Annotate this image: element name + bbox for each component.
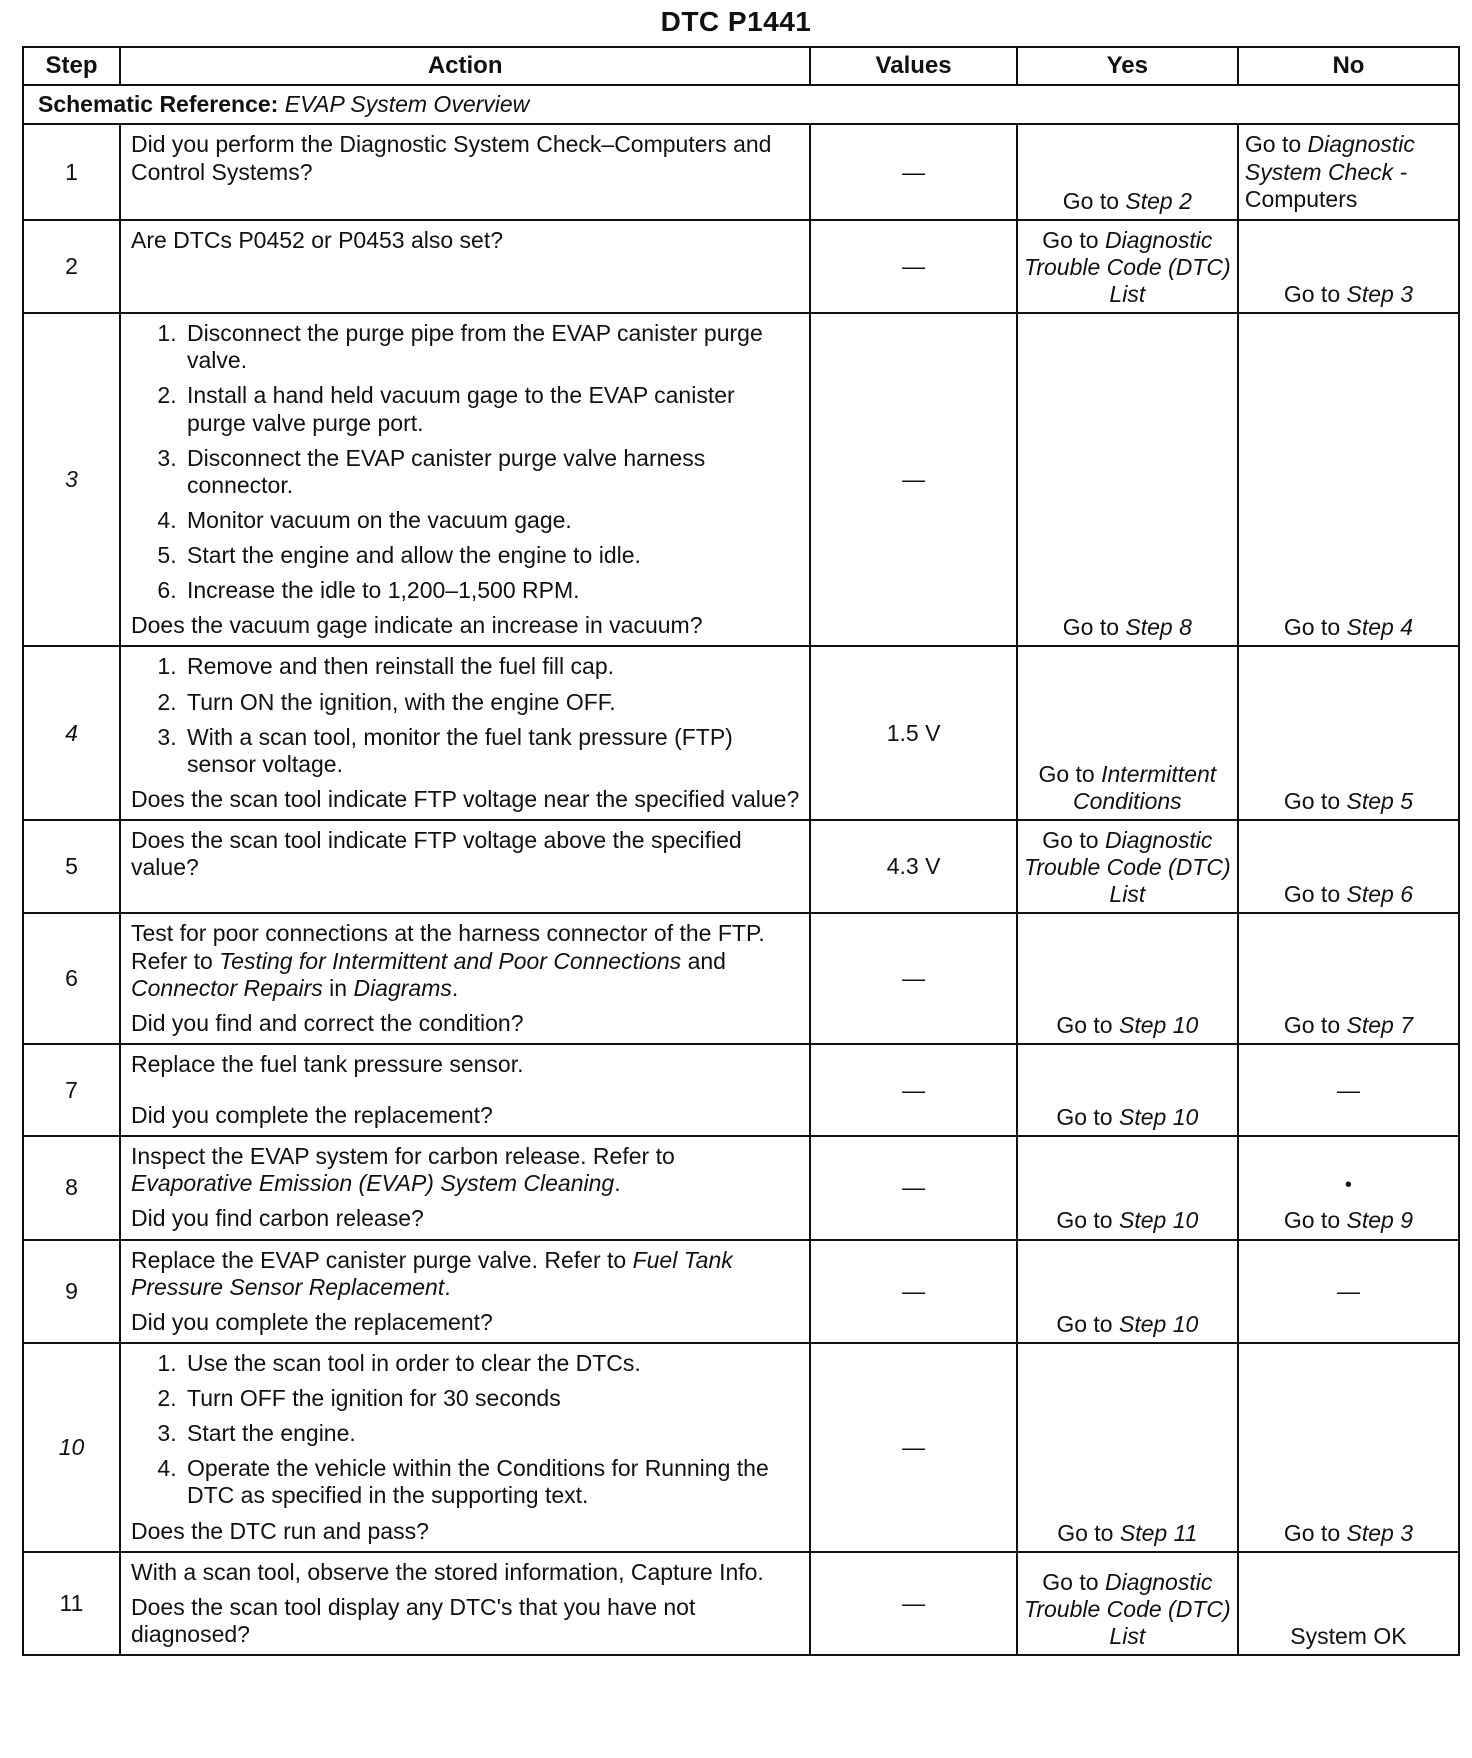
list-item: 6. Increase the idle to 1,200–1,500 RPM.: [183, 577, 799, 604]
action-text: Replace the fuel tank pressure sensor.: [131, 1050, 524, 1077]
table-row: [23, 124, 1459, 219]
values-cell: —: [810, 1240, 1016, 1343]
no-cell: —: [1238, 1240, 1459, 1343]
yes-cell: Go to Step 11: [1017, 1343, 1238, 1552]
action-text: Inspect the EVAP system for carbon release. Refer to Evaporative Emission (EVAP) System Cleaning.: [131, 1143, 675, 1197]
list-item: 1. Use the scan tool in order to clear the DTCs.: [183, 1350, 799, 1377]
step-number: 8: [23, 1136, 120, 1239]
schematic-link: EVAP System Overview: [284, 91, 530, 118]
action-cell: [120, 1136, 810, 1239]
action-question: Does the scan tool display any DTC's that you have not diagnosed?: [131, 1593, 696, 1647]
no-cell: • Go to Step 9: [1238, 1136, 1459, 1239]
diagnostic-table: [22, 46, 1460, 1656]
action-cell: Are DTCs P0452 or P0453 also set?: [120, 220, 810, 313]
no-cell: Go to Step 7: [1238, 913, 1459, 1044]
step-number: 4: [23, 646, 120, 820]
step-number: 9: [23, 1240, 120, 1343]
schematic-row: [23, 85, 1459, 124]
no-cell: Go to Step 4: [1238, 313, 1459, 646]
action-cell: [120, 913, 810, 1044]
action-cell: Does the scan tool indicate FTP voltage above the specified value?: [120, 820, 810, 913]
action-steps-list: [131, 653, 799, 778]
header-step: Step: [23, 47, 120, 85]
yes-cell: Go to Step 10: [1017, 1136, 1238, 1239]
yes-cell: Go to Diagnostic Trouble Code (DTC) List: [1017, 820, 1238, 913]
action-question: Did you find carbon release?: [131, 1205, 424, 1232]
no-cell: Go to Step 6: [1238, 820, 1459, 913]
header-no: No: [1238, 47, 1459, 85]
yes-cell: Go to Diagnostic Trouble Code (DTC) List: [1017, 1552, 1238, 1655]
yes-cell: Go to Step 8: [1017, 313, 1238, 646]
action-cell: [120, 1343, 810, 1552]
yes-cell: Go to Step 10: [1017, 1240, 1238, 1343]
list-item: 1. Remove and then reinstall the fuel fill cap.: [183, 653, 799, 680]
values-cell: —: [810, 913, 1016, 1044]
step-number: 7: [23, 1044, 120, 1136]
list-item: 3. With a scan tool, monitor the fuel tank pressure (FTP) sensor voltage.: [183, 724, 799, 778]
action-cell: [120, 313, 810, 646]
page-title: DTC P1441: [660, 6, 812, 37]
list-item: 3. Start the engine.: [183, 1420, 799, 1447]
values-cell: —: [810, 220, 1016, 313]
table-row: [23, 1343, 1459, 1552]
header-yes: Yes: [1017, 47, 1238, 85]
no-cell: Go to Step 5: [1238, 646, 1459, 820]
list-item: 3. Disconnect the EVAP canister purge valve harness connector.: [183, 445, 799, 499]
list-item: 2. Install a hand held vacuum gage to the EVAP canister purge valve purge port.: [183, 382, 799, 436]
list-item: 5. Start the engine and allow the engine to idle.: [183, 542, 799, 569]
header-action: Action: [120, 47, 810, 85]
action-cell: Did you perform the Diagnostic System Check–Computers and Control Systems?: [120, 124, 810, 219]
list-item: 4. Operate the vehicle within the Conditions for Running the DTC as specified in the supporting text.: [183, 1455, 799, 1509]
bullet-mark: •: [1344, 1174, 1352, 1197]
action-question: Does the vacuum gage indicate an increase in vacuum?: [131, 612, 703, 639]
action-text: Test for poor connections at the harness connector of the FTP. Refer to Testing for Intermittent and Poor Connections and Connector Repairs in Diagrams.: [131, 920, 765, 1001]
action-text: Replace the EVAP canister purge valve. Refer to Fuel Tank Pressure Sensor Replacement.: [131, 1246, 733, 1300]
values-cell: 4.3 V: [810, 820, 1016, 913]
no-cell: —: [1238, 1044, 1459, 1136]
table-row: [23, 913, 1459, 1044]
list-item: 4. Monitor vacuum on the vacuum gage.: [183, 507, 799, 534]
action-question: Does the DTC run and pass?: [131, 1517, 429, 1544]
step-number: 1: [23, 124, 120, 219]
action-steps-list: [131, 1350, 799, 1510]
yes-cell: Go to Diagnostic Trouble Code (DTC) List: [1017, 220, 1238, 313]
action-text: With a scan tool, observe the stored information, Capture Info.: [131, 1558, 764, 1585]
action-cell: [120, 1240, 810, 1343]
step-number: 6: [23, 913, 120, 1044]
yes-cell: Go to Intermittent Conditions: [1017, 646, 1238, 820]
yes-cell: Go to Step 10: [1017, 1044, 1238, 1136]
yes-cell: Go to Step 10: [1017, 913, 1238, 1044]
schematic-reference: Schematic Reference: EVAP System Overview: [23, 85, 1459, 124]
action-cell: [120, 1044, 810, 1136]
action-question: Did you complete the replacement?: [131, 1308, 493, 1335]
action-cell: [120, 1552, 810, 1655]
header-row: [23, 47, 1459, 85]
action-question: Does the scan tool indicate FTP voltage near the specified value?: [131, 785, 800, 812]
list-item: 2. Turn OFF the ignition for 30 seconds: [183, 1385, 799, 1412]
table-row: [23, 1044, 1459, 1136]
no-cell: Go to Step 3: [1238, 1343, 1459, 1552]
table-row: [23, 820, 1459, 913]
no-cell: System OK: [1238, 1552, 1459, 1655]
step-number: 11: [23, 1552, 120, 1655]
table-row: [23, 1136, 1459, 1239]
table-row: [23, 1552, 1459, 1655]
values-cell: —: [810, 1044, 1016, 1136]
values-cell: —: [810, 313, 1016, 646]
action-question: Did you find and correct the condition?: [131, 1009, 524, 1036]
values-cell: —: [810, 1552, 1016, 1655]
header-values: Values: [810, 47, 1016, 85]
table-row: [23, 220, 1459, 313]
action-question: Did you complete the replacement?: [131, 1102, 493, 1129]
no-cell: Go to Step 3: [1238, 220, 1459, 313]
step-number: 10: [23, 1343, 120, 1552]
action-steps-list: [131, 320, 799, 604]
step-number: 3: [23, 313, 120, 646]
step-number: 5: [23, 820, 120, 913]
table-row: [23, 1240, 1459, 1343]
yes-cell: Go to Step 2: [1017, 124, 1238, 219]
table-row: [23, 313, 1459, 646]
list-item: 1. Disconnect the purge pipe from the EVAP canister purge valve.: [183, 320, 799, 374]
values-cell: —: [810, 1136, 1016, 1239]
action-cell: [120, 646, 810, 820]
step-number: 2: [23, 220, 120, 313]
values-cell: —: [810, 124, 1016, 219]
values-cell: —: [810, 1343, 1016, 1552]
list-item: 2. Turn ON the ignition, with the engine OFF.: [183, 689, 799, 716]
table-row: [23, 646, 1459, 820]
values-cell: 1.5 V: [810, 646, 1016, 820]
no-cell: Go to Diagnostic System Check - Computers: [1238, 124, 1459, 219]
